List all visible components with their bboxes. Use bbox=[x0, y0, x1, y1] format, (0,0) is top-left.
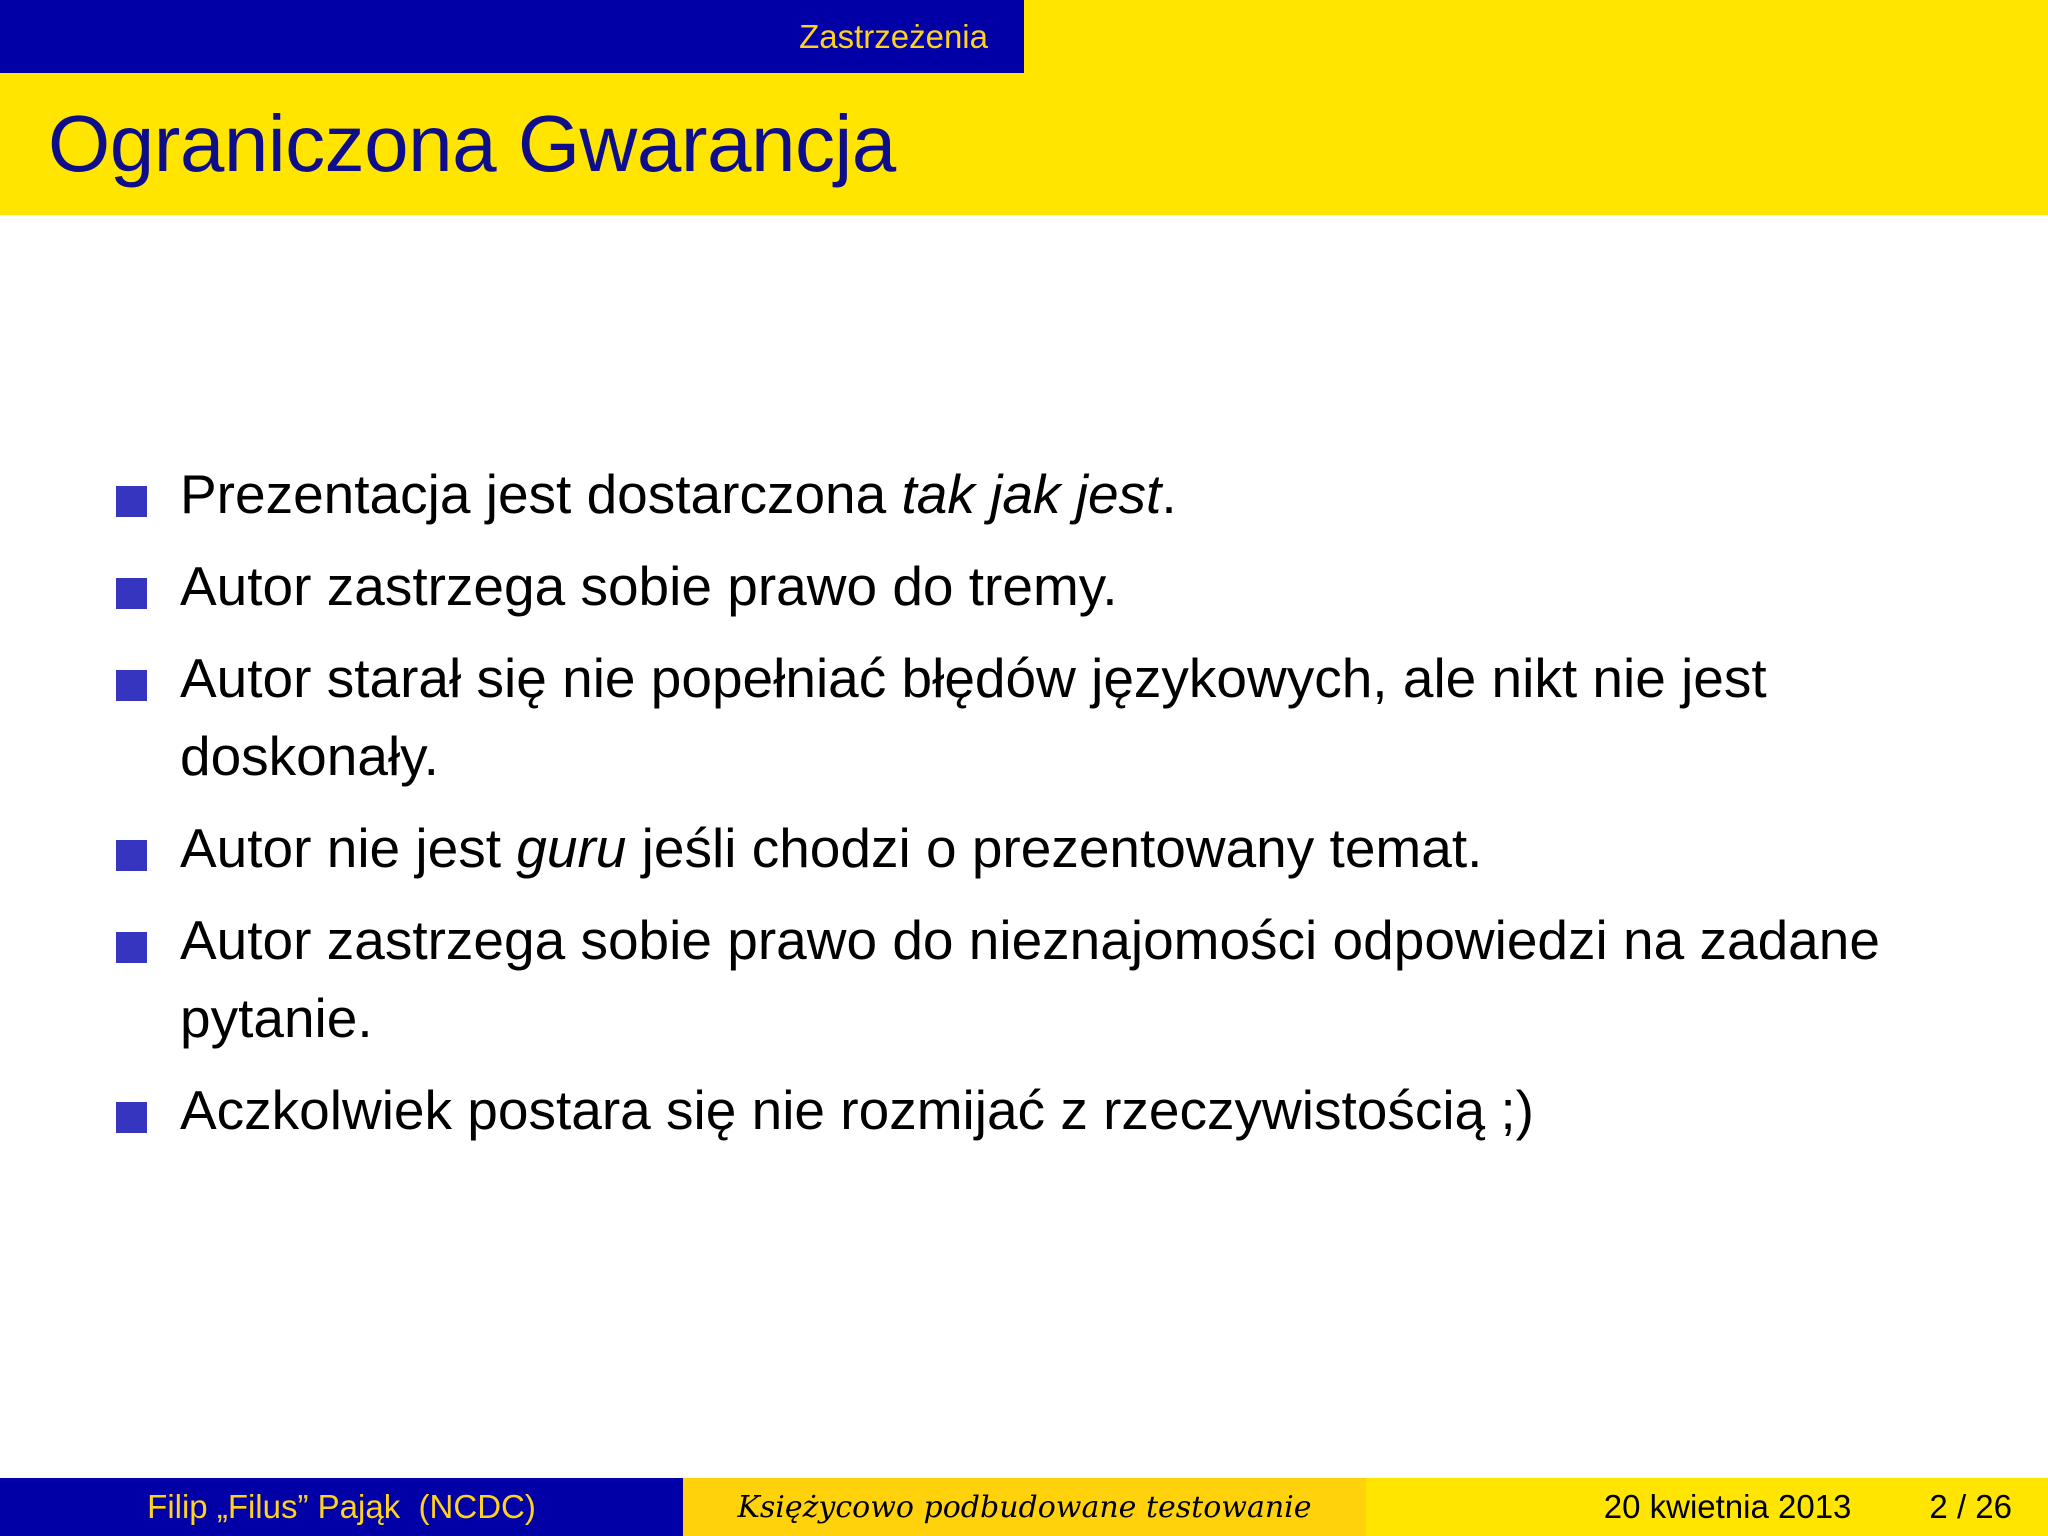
emphasized-text: guru bbox=[516, 817, 627, 879]
footer-author: Filip „Filus” Pająk (NCDC) bbox=[147, 1488, 536, 1525]
footer-talk-title: Księżycowo podbudowane testowanie bbox=[737, 1489, 1312, 1525]
emphasized-text: tak jak jest bbox=[901, 463, 1162, 525]
footer-bar bbox=[0, 1478, 2048, 1536]
section-nav bbox=[0, 0, 1024, 73]
item-text: Autor zastrzega sobie prawo do tremy. bbox=[180, 555, 1118, 617]
square-bullet-icon bbox=[116, 840, 147, 871]
item-text: Autor nie jest bbox=[180, 817, 517, 879]
bullet-list bbox=[0, 455, 2048, 1149]
square-bullet-icon bbox=[116, 486, 147, 517]
list-item bbox=[0, 809, 2048, 887]
item-text: Autor zastrzega sobie prawo do nieznajomości odpowiedzi na zadane pytanie. bbox=[180, 909, 1880, 1049]
page-number: 2 / 26 bbox=[1929, 1488, 2012, 1525]
item-text: . bbox=[1161, 463, 1177, 525]
footer-title-box bbox=[683, 1478, 1366, 1536]
list-item bbox=[0, 639, 2048, 795]
square-bullet-icon bbox=[116, 578, 147, 609]
square-bullet-icon bbox=[116, 1102, 147, 1133]
slide-content bbox=[0, 455, 2048, 1163]
item-text: Autor starał się nie popełniać błędów językowych, ale nikt nie jest doskonały. bbox=[180, 647, 1767, 787]
list-item bbox=[0, 901, 2048, 1057]
list-item bbox=[0, 547, 2048, 625]
square-bullet-icon bbox=[116, 932, 147, 963]
square-bullet-icon bbox=[116, 670, 147, 701]
top-bar-filler bbox=[1024, 0, 2048, 73]
list-item bbox=[0, 1071, 2048, 1149]
footer-author-box bbox=[0, 1478, 683, 1536]
footer-date: 20 kwietnia 2013 bbox=[1603, 1488, 1852, 1525]
footer-meta-box bbox=[1366, 1478, 2048, 1536]
section-link[interactable]: Zastrzeżenia bbox=[799, 17, 988, 55]
frame-title-bar bbox=[0, 73, 2048, 215]
item-text: Aczkolwiek postara się nie rozmijać z rzeczywistością ;) bbox=[180, 1079, 1534, 1141]
slide-title: Ograniczona Gwarancja bbox=[48, 99, 896, 188]
item-text: Prezentacja jest dostarczona bbox=[180, 463, 902, 525]
top-navigation-bar bbox=[0, 0, 2048, 73]
list-item bbox=[0, 455, 2048, 533]
item-text: jeśli chodzi o prezentowany temat. bbox=[626, 817, 1483, 879]
